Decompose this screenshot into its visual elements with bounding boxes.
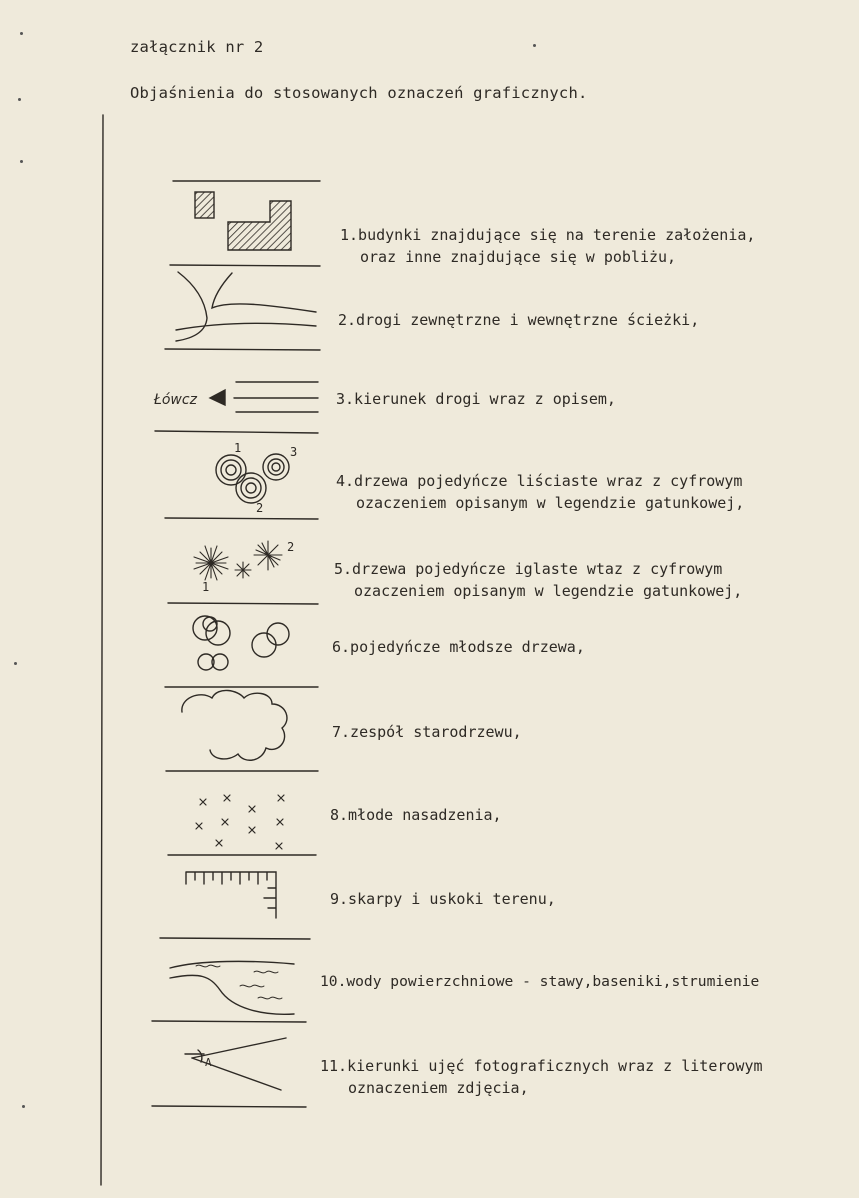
separator-line [165,518,318,519]
tree-number: 2 [256,501,264,515]
photo-letter: A [205,1056,212,1069]
legend-item-text: 9.skarpy i uskoki terenu, [330,890,556,908]
paper-speck [18,98,21,101]
paper-speck [20,160,23,163]
separator-line [152,1021,306,1022]
building-symbol [195,192,291,250]
legend-item-text: 4.drzewa pojedyńcze liściaste wraz z cyfrowym [336,472,743,490]
legend-item-text-cont: oznaczeniem zdjęcia, [348,1079,529,1097]
legend-item-text-cont: ozaczeniem opisanym w legendzie gatunkowej, [354,582,743,600]
legend-item-text: 10.wody powierzchniowe - stawy,baseniki,strumienie [320,973,760,990]
photo-direction-symbol [185,1038,286,1090]
tree-number: 1 [202,580,210,594]
slope-symbol [186,872,276,918]
conifer-tree-symbol [194,540,294,594]
separator-line [152,1106,306,1107]
separator-line [165,349,320,350]
margin-line [101,115,103,1185]
separator-line [160,938,310,939]
paper-speck [20,32,23,35]
separator-line [170,265,320,266]
deciduous-tree-symbol [216,441,297,515]
road-symbol [176,272,316,341]
young-tree-symbol [193,616,289,670]
tree-number: 3 [290,445,298,459]
legend-item-text: 3.kierunek drogi wraz z opisem, [336,390,616,408]
tree-number: 1 [234,441,242,455]
legend-item-text-cont: ozaczeniem opisanym w legendzie gatunkowej, [356,494,745,512]
road-direction-symbol [153,382,318,412]
legend-item-text: 1.budynki znajdujące się na terenie założenia, [340,226,756,244]
legend-item-text: 11.kierunki ujęć fotograficznych wraz z literowym [320,1057,763,1075]
legend-item-text: 5.drzewa pojedyńcze iglaste wtaz z cyfrowym [334,560,723,578]
legend-item-text: 8.młode nasadzenia, [330,806,502,824]
old-tree-group-symbol [182,690,287,760]
young-planting-symbol [196,795,284,849]
legend-item-text-cont: oraz inne znajdujące się w pobliżu, [360,248,677,266]
separator-line [155,431,318,433]
separator-line [168,603,318,604]
road-label: Łówcz [154,392,197,408]
legend-item-text: 7.zespół starodrzewu, [332,723,522,741]
legend-item-text: 6.pojedyńcze młodsze drzewa, [332,638,585,656]
paper-speck [533,44,536,47]
page-title: Objaśnienia do stosowanych oznaczeń graficznych. [130,84,588,102]
attachment-label: załącznik nr 2 [130,38,264,56]
tree-number: 2 [287,540,295,554]
water-symbol [170,961,294,1014]
paper-speck [14,662,17,665]
legend-item-text: 2.drogi zewnętrzne i wewnętrzne ścieżki, [338,311,700,329]
paper-speck [22,1105,25,1108]
